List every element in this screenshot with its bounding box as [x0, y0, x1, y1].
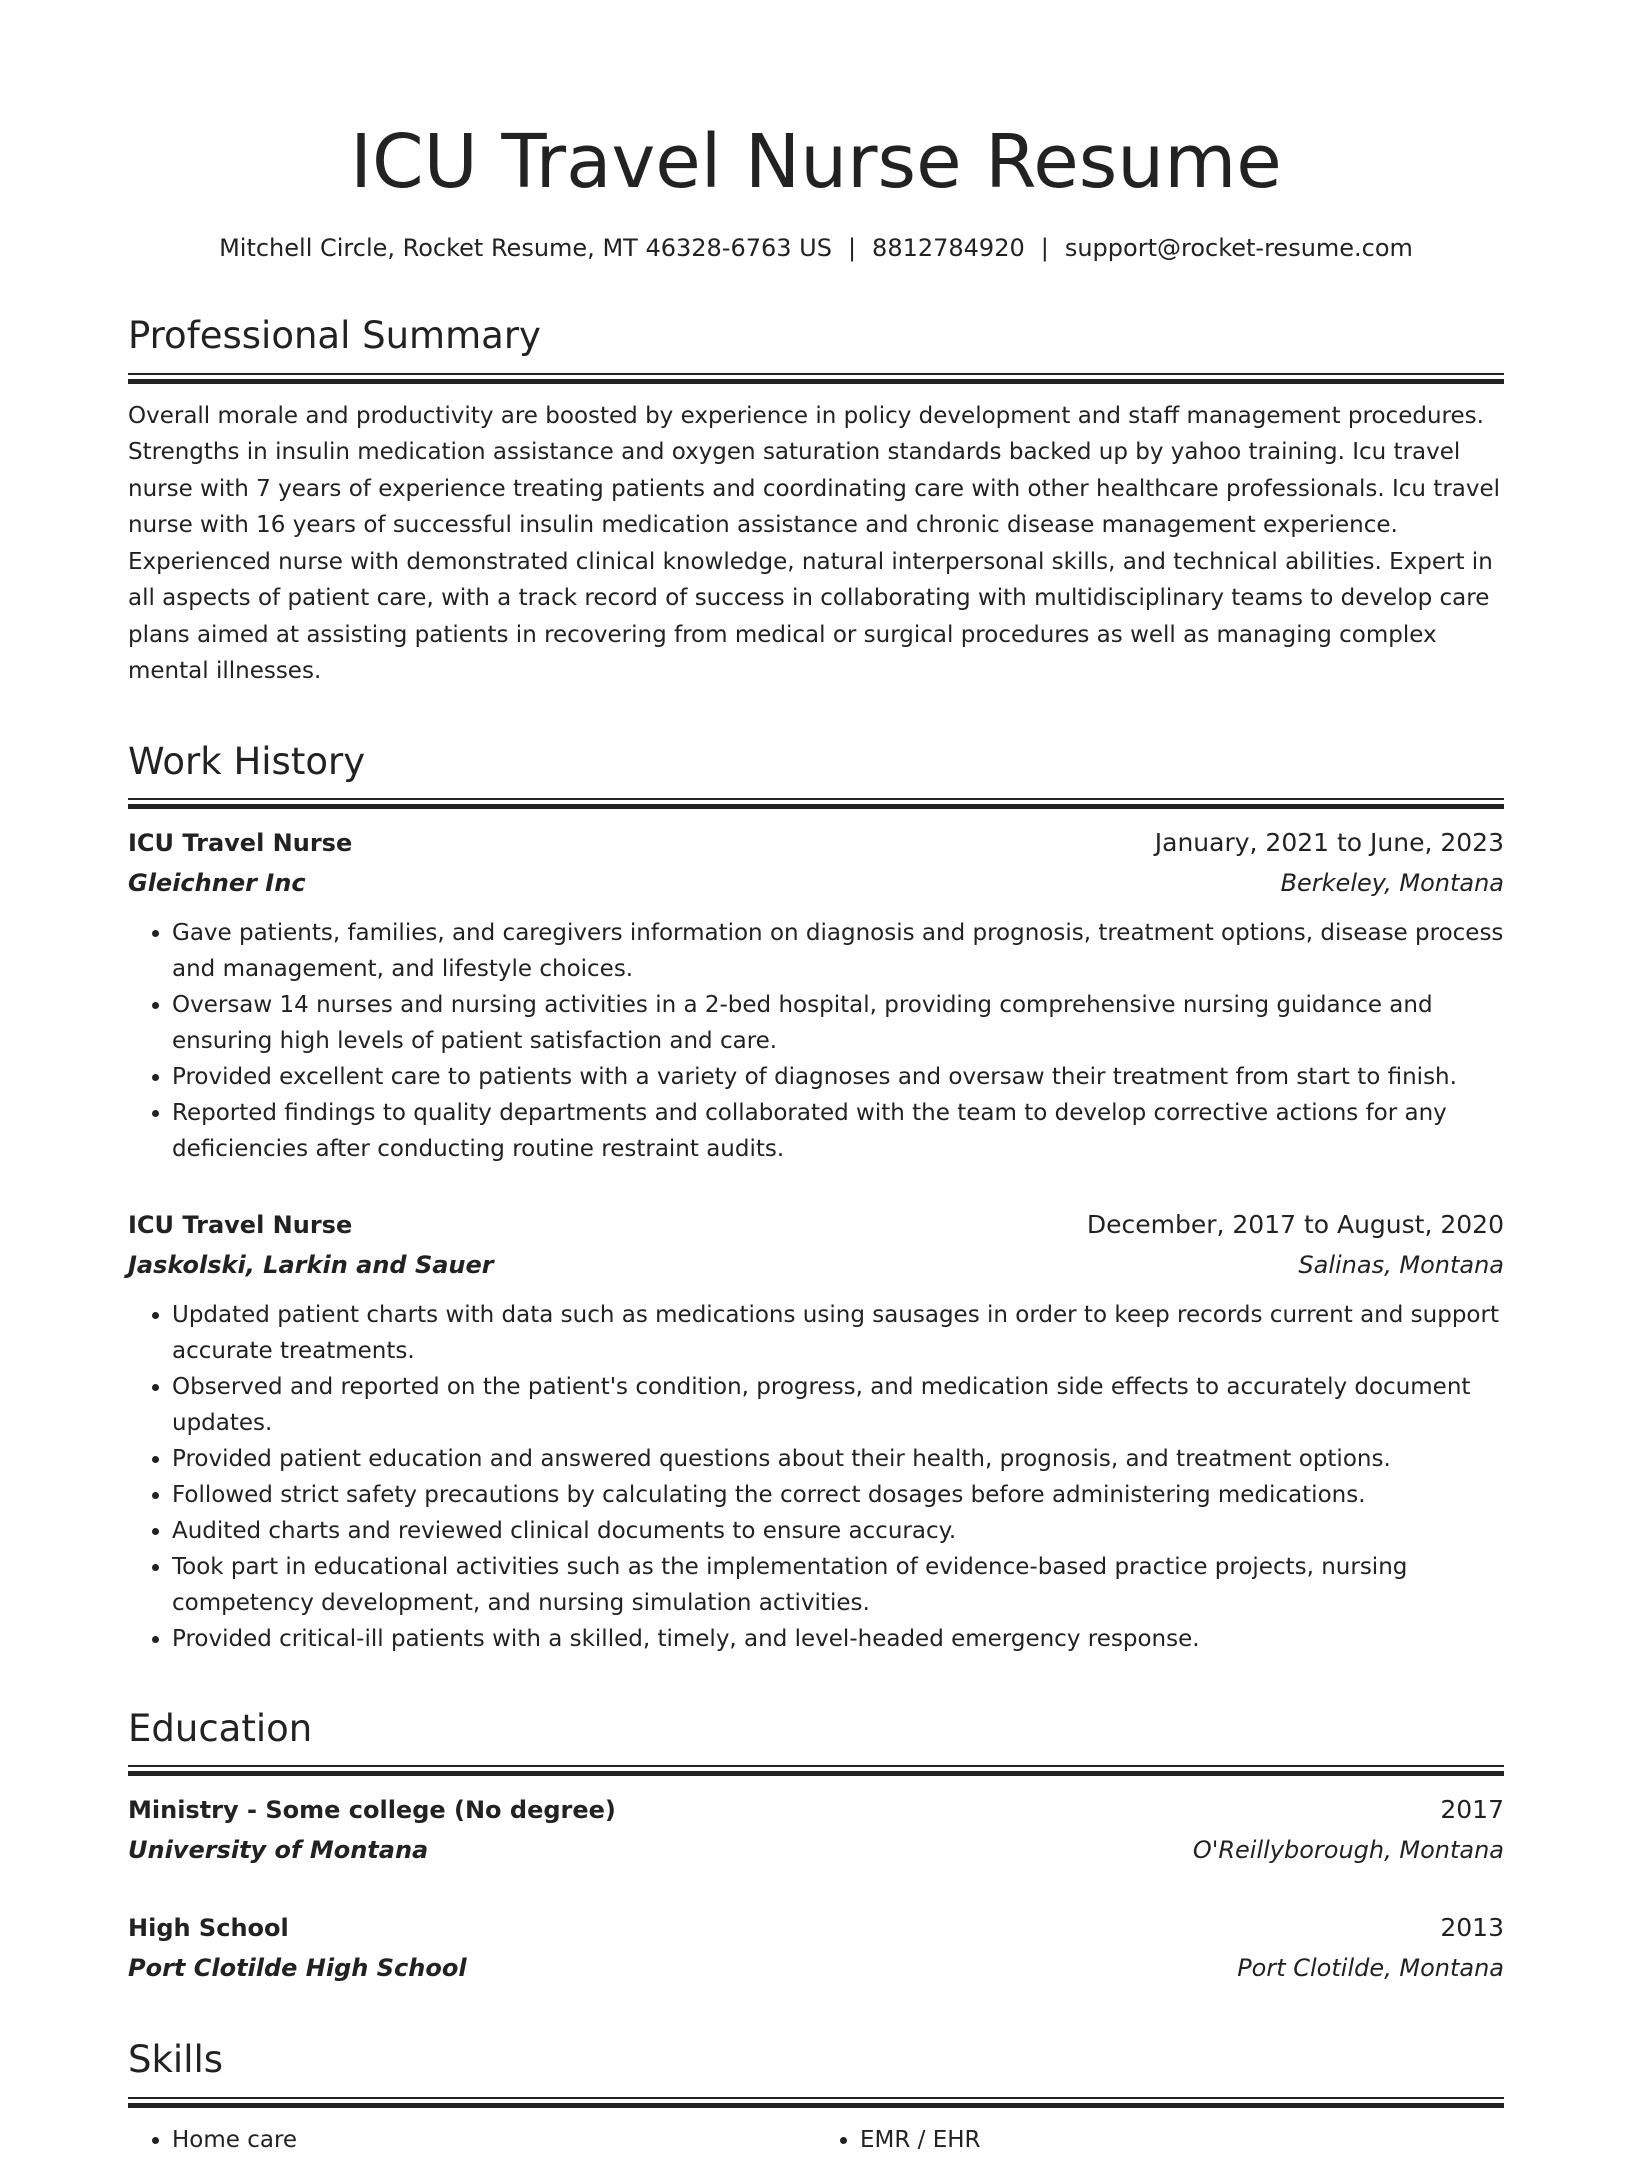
contact-phone: 8812784920 — [872, 234, 1025, 263]
list-item: • Gave patients, families, and caregivers information on diagnosis and prognosis, treatment options, disease process and management, and lifestyle choices. — [172, 915, 1504, 987]
job-location: Salinas, Montana — [1298, 1251, 1504, 1280]
section-divider — [128, 373, 1504, 384]
job-company: Jaskolski, Larkin and Sauer — [128, 1251, 494, 1280]
graduation-year: 2013 — [1440, 1913, 1504, 1943]
section-divider — [128, 1765, 1504, 1776]
job-company: Gleichner Inc — [128, 869, 306, 898]
list-item: • Oversaw 14 nurses and nursing activities in a 2-bed hospital, providing comprehensive nursing guidance and ensuring high levels of patient satisfaction and care. — [172, 987, 1504, 1059]
education-entry — [128, 1790, 1504, 1870]
school-name: University of Montana — [128, 1836, 429, 1865]
education-section — [128, 1707, 1504, 1988]
section-heading: Professional Summary — [128, 314, 541, 358]
job-title: ICU Travel Nurse — [128, 1211, 353, 1240]
degree: High School — [128, 1914, 289, 1943]
school-name: Port Clotilde High School — [128, 1954, 467, 1983]
education-entry — [128, 1908, 1504, 1988]
list-item: • Provided excellent care to patients with a variety of diagnoses and oversaw their treatment from start to finish. — [172, 1059, 1504, 1095]
job-bullets — [128, 915, 1504, 1167]
list-item: • Provided critical-ill patients with a skilled, timely, and level-headed emergency response. — [172, 1621, 1504, 1657]
graduation-year: 2017 — [1440, 1795, 1504, 1825]
degree: Ministry - Some college (No degree) — [128, 1796, 616, 1825]
list-item: • Audited charts and reviewed clinical documents to ensure accuracy. — [172, 1513, 1504, 1549]
school-location: O'Reillyborough, Montana — [1192, 1836, 1504, 1865]
contact-address: Mitchell Circle, Rocket Resume, MT 46328-6763 US — [219, 234, 832, 263]
job-dates: December, 2017 to August, 2020 — [1086, 1210, 1504, 1240]
section-heading: Education — [128, 1707, 313, 1751]
contact-email: support@rocket-resume.com — [1064, 234, 1413, 263]
section-heading: Work History — [128, 739, 366, 783]
contact-separator: | — [1040, 234, 1049, 263]
list-item: • Observed and reported on the patient's condition, progress, and medication side effects to accurately document updates. — [172, 1369, 1504, 1441]
list-item: • Provided patient education and answered questions about their health, prognosis, and treatment options. — [172, 1441, 1504, 1477]
list-item: • Updated patient charts with data such as medications using sausages in order to keep records current and support accurate treatments. — [172, 1297, 1504, 1369]
skills-list-right — [816, 2122, 1504, 2158]
list-item: • Took part in educational activities such as the implementation of evidence-based practice projects, nursing competency development, and nursing simulation activities. — [172, 1549, 1504, 1621]
skill-item: • EMR / EHR — [860, 2122, 1504, 2158]
work-history-section — [128, 740, 1504, 1657]
skills-list-left — [128, 2122, 816, 2158]
contact-separator: | — [847, 234, 857, 263]
job-bullets — [128, 1297, 1504, 1657]
contact-line — [128, 233, 1504, 264]
job-title: ICU Travel Nurse — [128, 829, 353, 858]
job-entry — [128, 1205, 1504, 1657]
section-divider — [128, 798, 1504, 809]
school-location: Port Clotilde, Montana — [1237, 1954, 1504, 1983]
job-location: Berkeley, Montana — [1280, 869, 1504, 898]
job-dates: January, 2021 to June, 2023 — [1154, 828, 1504, 858]
list-item: • Reported findings to quality departments and collaborated with the team to develop corrective actions for any deficiencies after conducting routine restraint audits. — [172, 1095, 1504, 1167]
section-heading: Skills — [128, 2038, 224, 2082]
skills-columns — [128, 2122, 1504, 2158]
skills-section — [128, 2038, 1504, 2157]
summary-text: Overall morale and productivity are boosted by experience in policy development and staff management procedures. Strengths in insulin medication assistance and oxygen saturation standards backed up by yahoo training. Icu travel nurse with 7 years of experience treating patients and coordinating care with other healthcare professionals. Icu travel nurse with 16 years of successful insulin medication assistance and chronic disease management experience. Experienced nurse with demonstrated clinical knowledge, natural interpersonal skills, and technical abilities. Expert in all aspects of patient care, with a track record of success in collaborating with multidisciplinary teams to develop care plans aimed at assisting patients in recovering from medical or surgical procedures as well as managing complex mental illnesses. — [128, 402, 1501, 685]
section-divider — [128, 2097, 1504, 2108]
resume-title: ICU Travel Nurse Resume — [350, 119, 1282, 205]
skill-item: • Home care — [172, 2122, 816, 2158]
summary-section — [128, 314, 1504, 689]
list-item: • Followed strict safety precautions by calculating the correct dosages before administering medications. — [172, 1477, 1504, 1513]
job-entry — [128, 823, 1504, 1167]
